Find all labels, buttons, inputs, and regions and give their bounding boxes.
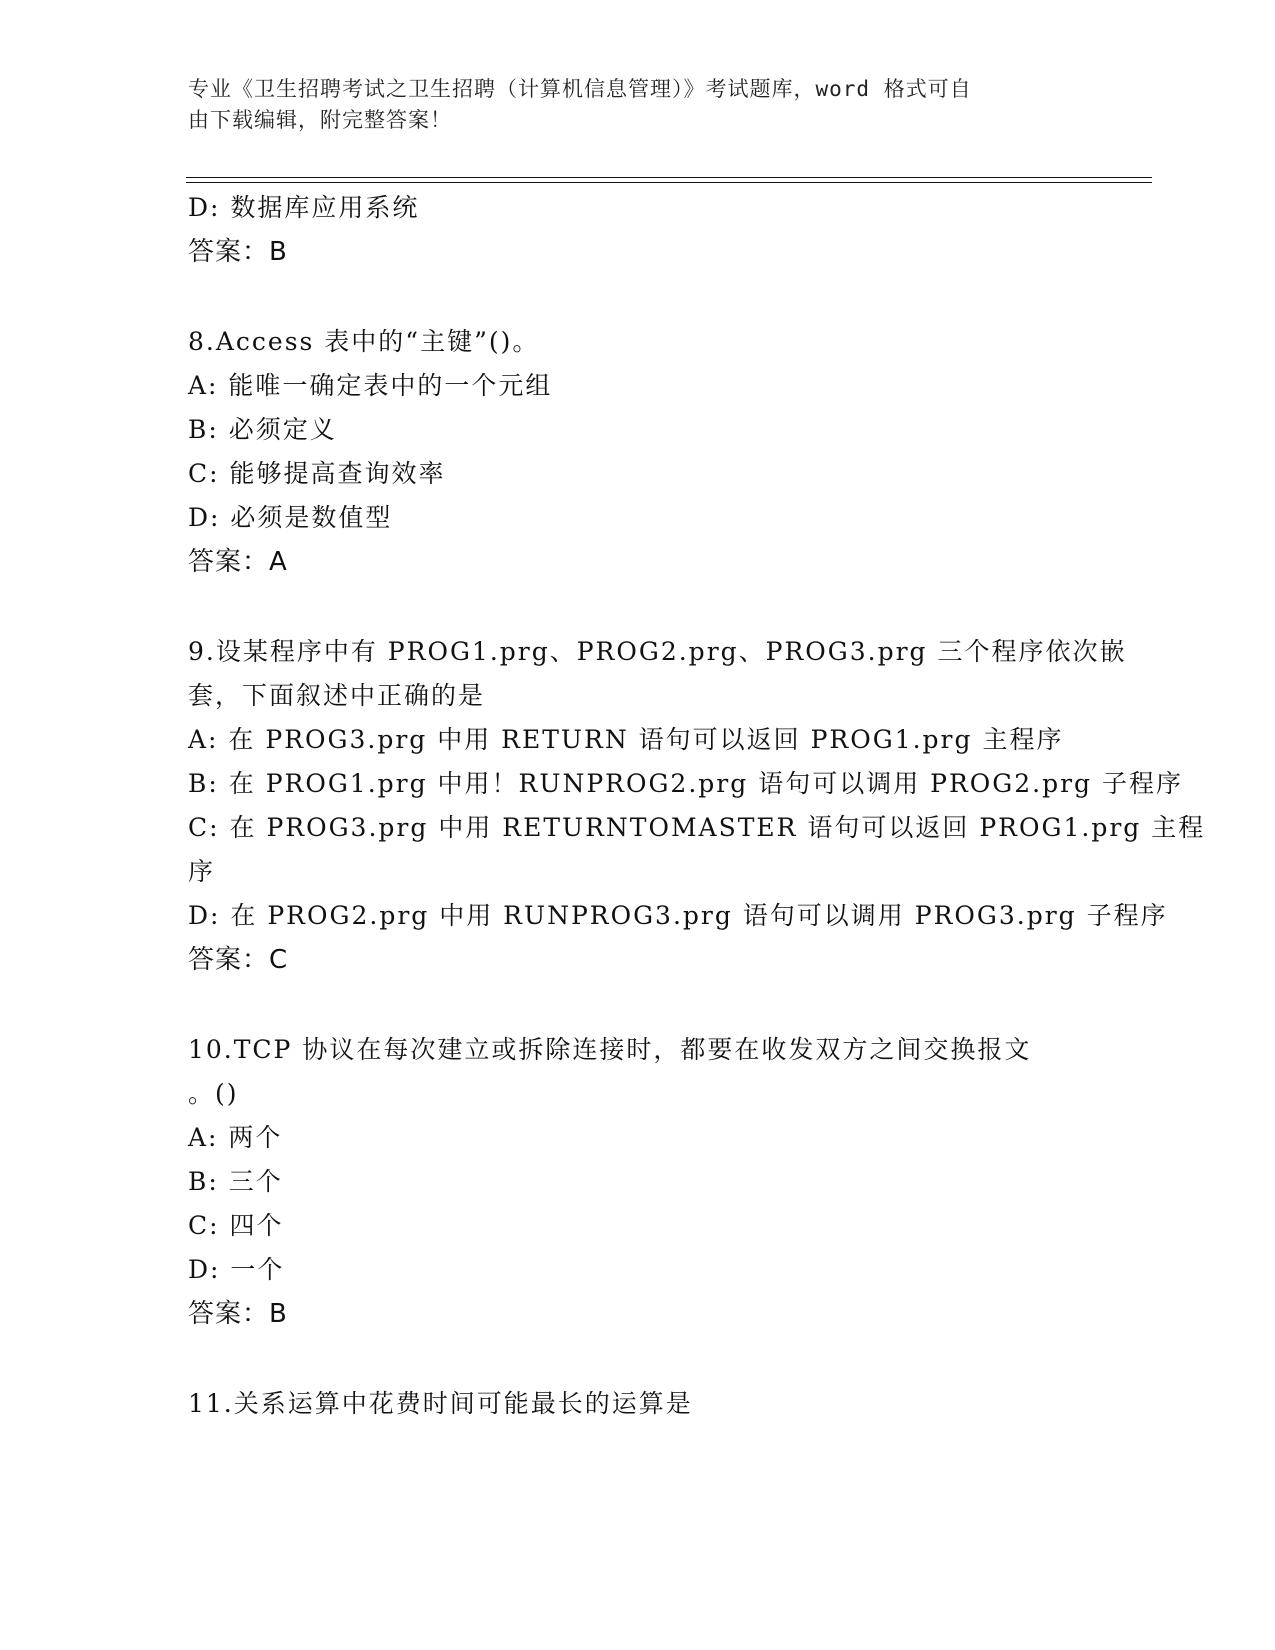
q9-answer: 答案：C — [188, 945, 289, 975]
q10-option-b: B: 三个 — [188, 1167, 283, 1196]
header-line-1: 专业《卫生招聘考试之卫生招聘（计算机信息管理）》考试题库，word 格式可自 — [188, 77, 972, 101]
q9-option-a: A: 在 PROG3.prg 中用 RETURN 语句可以返回 PROG1.prg 主程序 — [188, 725, 1064, 754]
q8-option-b: B: 必须定义 — [188, 415, 337, 444]
q10-stem-line-1: 10.TCP 协议在每次建立或拆除连接时，都要在收发双方之间交换报文 — [188, 1035, 1032, 1064]
q9-option-c-line-1: C: 在 PROG3.prg 中用 RETURNTOMASTER 语句可以返回 PROG1.prg 主程 — [188, 813, 1206, 842]
q10-option-a: A: 两个 — [188, 1123, 283, 1152]
q10-stem-line-2: 。() — [188, 1079, 239, 1108]
header-rule-bottom — [186, 182, 1152, 183]
q10-option-c: C: 四个 — [188, 1211, 284, 1240]
header-rule-top — [186, 177, 1152, 178]
q8-option-c: C: 能够提高查询效率 — [188, 459, 446, 488]
page-header — [188, 74, 1068, 136]
q8-answer: 答案：A — [188, 547, 288, 577]
q7-answer: 答案：B — [188, 237, 288, 267]
q9-option-d: D: 在 PROG2.prg 中用 RUNPROG3.prg 语句可以调用 PROG3.prg 子程序 — [188, 901, 1168, 930]
q9-stem-line-2: 套，下面叙述中正确的是 — [188, 681, 486, 710]
q10-option-d: D: 一个 — [188, 1255, 285, 1284]
q8-stem: 8.Access 表中的“主键”()。 — [188, 327, 540, 356]
q11-stem: 11.关系运算中花费时间可能最长的运算是 — [188, 1389, 693, 1418]
q10-answer: 答案：B — [188, 1299, 288, 1329]
q9-option-b: B: 在 PROG1.prg 中用！RUNPROG2.prg 语句可以调用 PROG2.prg 子程序 — [188, 769, 1184, 798]
q8-option-a: A: 能唯一确定表中的一个元组 — [188, 371, 553, 400]
q8-option-d: D: 必须是数值型 — [188, 503, 393, 532]
q9-option-c-line-2: 序 — [188, 857, 216, 886]
header-line-2: 由下载编辑，附完整答案！ — [188, 108, 452, 132]
q9-stem-line-1: 9.设某程序中有 PROG1.prg、PROG2.prg、PROG3.prg 三个程序依次嵌 — [188, 637, 1127, 666]
q7-option-d: D: 数据库应用系统 — [188, 193, 420, 222]
